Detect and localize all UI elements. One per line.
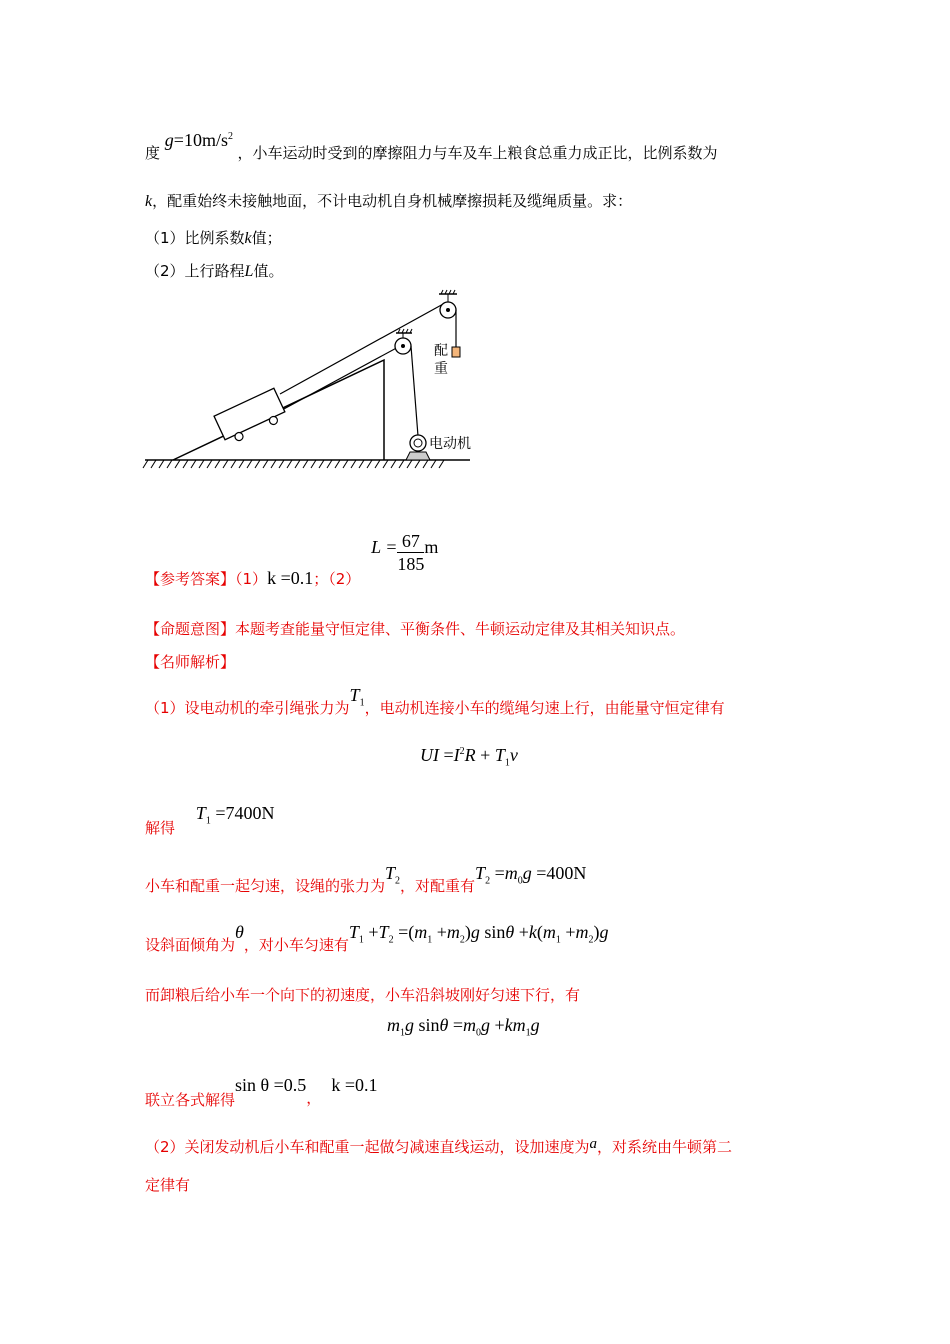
intent-line: 【命题意图】本题考查能量守恒定律、平衡条件、牛顿运动定律及其相关知识点。 [145,620,686,638]
gravity-formula: $g=10m/s^2$ [164,130,233,150]
line1-prefix: 度 [145,144,161,162]
analysis-step-1: （1）设电动机的牵引绳张力为$T_1$，电动机连接小车的缆绳匀速上行，由能量守恒定律有 [145,685,725,717]
middle-pulley [395,329,412,354]
label-motor: 电动机 [429,436,471,452]
analysis-step-3: 小车和配重一起匀速，设绳的张力为$T_2$，对配重有$T_2 =m_0g =400N$ [145,863,587,895]
var-k: k [145,193,153,210]
analysis-tag: 【名师解析】 [145,653,236,671]
motor [406,435,430,460]
equation-downhill: $m_1g$ $\sin\theta =m_0g +km_1g$ [387,1015,540,1039]
top-pulley [439,290,457,318]
line1-rest: ，小车运动时受到的摩擦阻力与车及车上粮食总重力成正比，比例系数为 [237,144,718,162]
analysis-step-5: 而卸粮后给小车一个向下的初速度，小车沿斜坡刚好匀速下行，有 [145,986,581,1004]
analysis-step-2: 解得 $T_1 =7400N$ [145,803,275,837]
analysis-step-6: 联立各式解得sin θ =0.5，k =0.1 [145,1075,378,1109]
question-1: （1）比例系数k值； [145,229,282,247]
fraction: $\frac{67}{185}$ [397,531,425,574]
answer-part2-formula: L = $\frac{67}{185}$ m [371,531,439,574]
counterweight-block [452,347,460,357]
rope-upper [280,303,445,394]
problem-line-2: k，配重始终未接触地面，不计电动机自身机械摩擦损耗及缆绳质量。求： [145,192,633,210]
answer-tag: 【参考答案】 [145,569,236,588]
analysis-step-8: 定律有 [145,1176,191,1194]
cart [214,388,288,446]
rope-to-motor [411,346,418,436]
equation-energy: UI $=I^2R + T_1v$ [420,745,518,769]
ground-hatch [143,460,444,468]
incline-diagram [140,288,500,478]
answer-part1-formula: k =0.1 [267,567,314,588]
label-counterweight-1: 配 [434,343,448,359]
label-counterweight-2: 重 [434,361,448,377]
analysis-step-4: 设斜面倾角为θ，对小车匀速有$T_1 +T_2 =(m_1 +m_2)g$ $\sin\theta +k(m_1 +m_2)g$ [145,922,609,954]
question-2: （2）上行路程L值。 [145,262,284,280]
analysis-step-7: （2）关闭发动机后小车和配重一起做匀减速直线运动，设加速度为a，对系统由牛顿第二 [145,1136,733,1156]
answer-line: 【参考答案】（1）k =0.1；（2） L = $\frac{67}{185}$ m [145,531,439,588]
problem-line-1 [145,130,718,162]
